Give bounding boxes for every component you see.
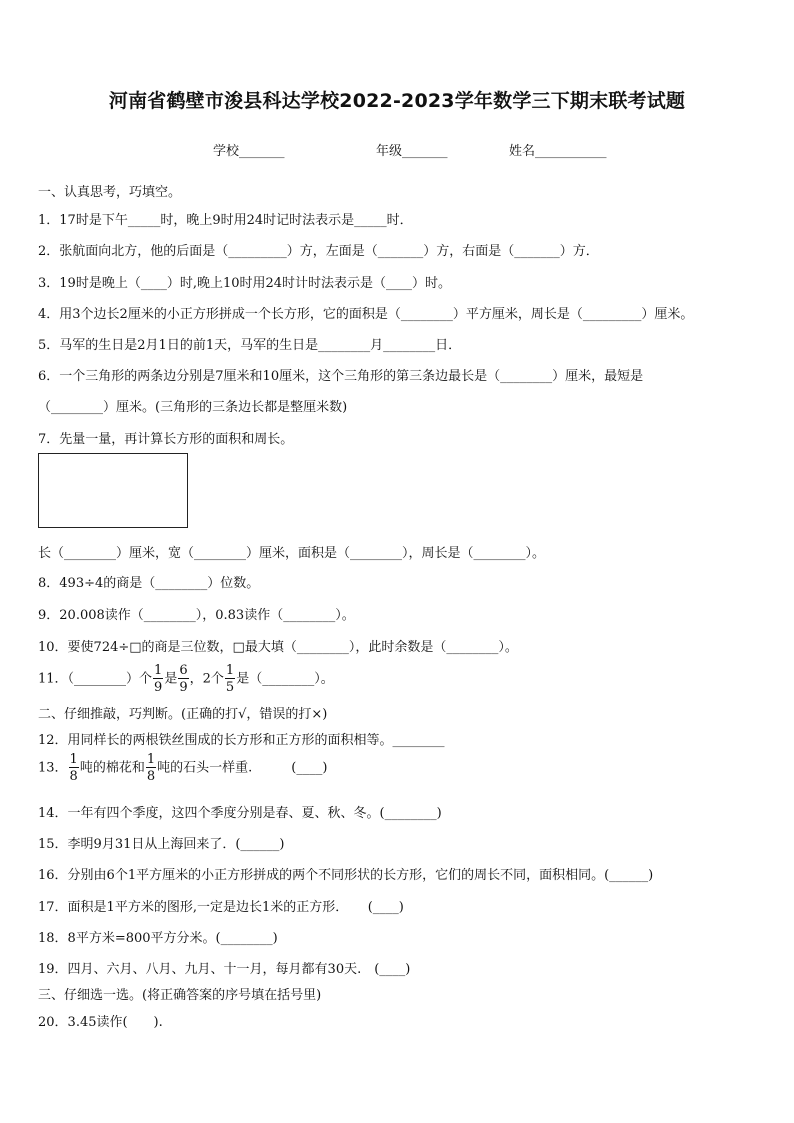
question-13: 13． $\frac{1}{8}$ 吨的棉花和 $\frac{1}{8}$ 吨的石头一样重. (____) bbox=[38, 752, 328, 784]
question-15: 15．李明9月31日从上海回来了．(______) bbox=[38, 837, 285, 852]
fraction-1-5: $\frac{1}{5}$ bbox=[225, 663, 235, 695]
question-7: 7．先量一量，再计算长方形的面积和周长。 bbox=[38, 432, 294, 447]
school-field: 学校_______ bbox=[213, 144, 285, 159]
question-2: 2．张航面向北方，他的后面是（_________）方，左面是（_______）方，右面是（_______）方． bbox=[38, 244, 599, 259]
question-1: 1．17时是下午_____时，晚上9时用24时记时法表示是_____时． bbox=[38, 213, 413, 228]
fraction-1-8-a: $\frac{1}{8}$ bbox=[69, 752, 78, 784]
question-9: 9．20.008读作（________），0.83读作（________）。 bbox=[38, 608, 355, 623]
question-20: 20．3.45读作( ). bbox=[38, 1015, 163, 1030]
question-7-answer: 长（________）厘米，宽（________）厘米，面积是（________），周长是（________）。 bbox=[38, 546, 546, 561]
question-6-line-2: （________）厘米。(三角形的三条边长都是整厘米数) bbox=[38, 400, 348, 415]
section-heading-1: 一、认真思考，巧填空。 bbox=[38, 185, 182, 200]
fraction-1-8-b: $\frac{1}{8}$ bbox=[146, 752, 156, 784]
question-12: 12．用同样长的两根铁丝围成的长方形和正方形的面积相等。________ bbox=[38, 733, 445, 748]
question-6-line-1: 6．一个三角形的两条边分别是7厘米和10厘米，这个三角形的第三条边最长是（________）厘米，最短是 bbox=[38, 369, 644, 384]
question-3: 3．19时是晚上（____）时,晚上10时用24时计时法表示是（____）时。 bbox=[38, 276, 452, 291]
question-10: 10．要使724÷□的商是三位数，□最大填（________），此时余数是（________）。 bbox=[38, 640, 518, 655]
section-heading-2: 二、仔细推敲，巧判断。(正确的打√，错误的打×) bbox=[38, 707, 328, 722]
question-14: 14．一年有四个季度，这四个季度分别是春、夏、秋、冬。(________) bbox=[38, 806, 442, 821]
fraction-1-9: $\frac{1}{9}$ bbox=[154, 663, 163, 695]
question-11: 11．（________）个 $\frac{1}{9}$ 是 $\frac{6}{9}$ ，2个 $\frac{1}{5}$ 是（________）。 bbox=[38, 663, 334, 695]
question-17: 17．面积是1平方米的图形,一定是边长1米的正方形． (____) bbox=[38, 900, 404, 915]
section-heading-3: 三、仔细选一选。(将正确答案的序号填在括号里) bbox=[38, 988, 322, 1003]
q11-prefix: 11．（________）个 bbox=[38, 671, 153, 687]
question-5: 5．马军的生日是2月1日的前1天，马军的生日是________月________日． bbox=[38, 338, 462, 353]
measurement-rectangle bbox=[38, 453, 188, 528]
name-field: 姓名___________ bbox=[509, 144, 607, 159]
question-4: 4．用3个边长2厘米的小正方形拼成一个长方形，它的面积是（________）平方厘米，周长是（_________）厘米。 bbox=[38, 307, 694, 322]
grade-field: 年级_______ bbox=[376, 144, 448, 159]
page-title: 河南省鹤壁市浚县科达学校2022-2023学年数学三下期末联考试题 bbox=[108, 90, 686, 112]
fraction-6-9: $\frac{6}{9}$ bbox=[179, 663, 188, 695]
question-8: 8．493÷4的商是（________）位数。 bbox=[38, 576, 260, 591]
question-16: 16．分别由6个1平方厘米的小正方形拼成的两个不同形状的长方形，它们的周长不同，面积相同。(______) bbox=[38, 868, 654, 883]
question-19: 19．四月、六月、八月、九月、十一月，每月都有30天. (____) bbox=[38, 962, 411, 977]
question-18: 18．8平方米=800平方分米。(________) bbox=[38, 931, 278, 946]
